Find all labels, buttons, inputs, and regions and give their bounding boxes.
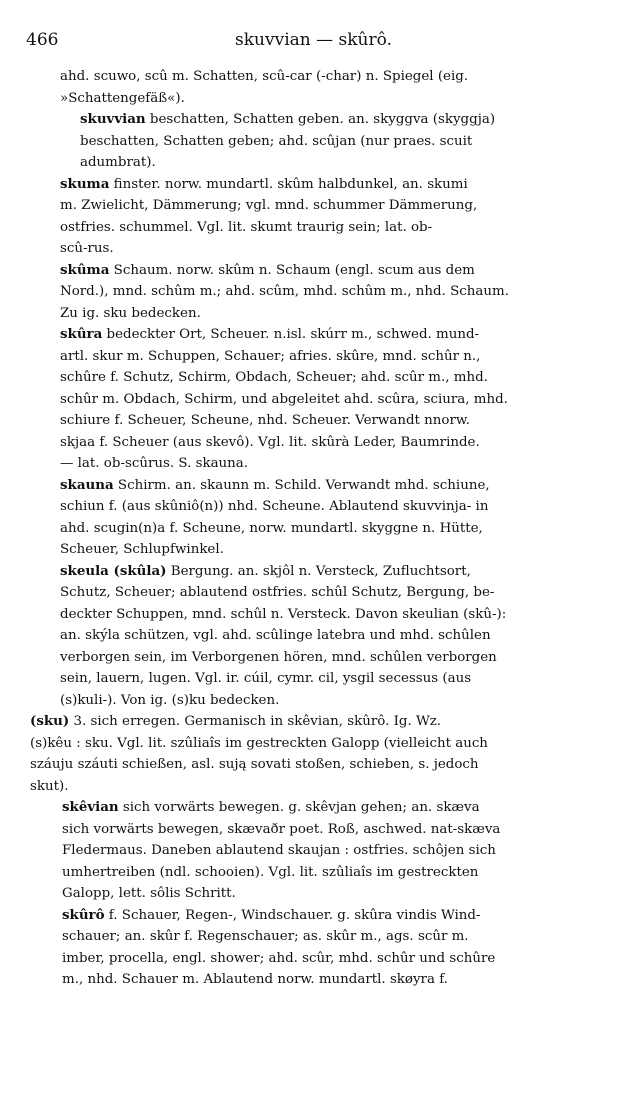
entry-text-line: [60, 195, 477, 217]
line-text: beschatten, Schatten geben. an. skyggva (skyggja): [145, 112, 496, 127]
entry-headword-line: [62, 797, 480, 819]
entry-text-line: [62, 948, 495, 970]
entry-headword-line: [60, 260, 475, 282]
entry-text-line: [60, 88, 185, 110]
line-text: Schutz, Scheuer; ablautend ostfries. schûl Schutz, Bergung, be-: [60, 585, 495, 600]
entry-text-line: [60, 690, 279, 712]
entry-text-line: [30, 733, 488, 755]
headword: skêvian: [62, 799, 119, 815]
line-text: 3. sich erregen. Germanisch in skêvian, skûrô. Ig. Wz.: [69, 714, 442, 729]
line-text: skjaa f. Scheuer (aus skevô). Vgl. lit. skûrà Leder, Baumrinde.: [60, 434, 480, 450]
entry-text-line: [60, 496, 488, 518]
line-text: ahd. scugin(n)a f. Scheune, norw. mundartl. skyggne n. Hütte,: [60, 520, 483, 536]
entry-headword-line: [80, 109, 495, 131]
line-text: schiure f. Scheuer, Scheune, nhd. Scheuer. Verwandt nnorw.: [60, 413, 471, 428]
line-text: Galopp, lett. sôlis Schritt.: [62, 886, 236, 901]
entry-text-line: [60, 346, 480, 368]
line-text: umhertreiben (ndl. schooien). Vgl. lit. szûliaîs im gestreckten: [62, 864, 479, 880]
entry-text-line: [60, 604, 506, 626]
line-text: bedeckter Ort, Scheuer. n.isl. skúrr m., schwed. mund-: [102, 327, 480, 342]
entry-headword-line: [60, 475, 490, 497]
line-text: schûre f. Schutz, Schirm, Obdach, Scheuer; ahd. scûr m., mhd.: [60, 370, 488, 385]
entry-text-line: [60, 367, 488, 389]
line-text: schûr m. Obdach, Schirm, und abgeleitet ahd. scûra, sciura, mhd.: [60, 391, 508, 407]
line-text: finster. norw. mundartl. skûm halbdunkel, an. skumi: [109, 176, 468, 192]
entry-text-line: [60, 647, 497, 669]
entry-text-line: [62, 883, 236, 905]
entry-text-line: [60, 238, 114, 260]
line-text: ostfries. schummel. Vgl. lit. skumt traurig sein; lat. ob-: [60, 219, 433, 235]
line-text: verborgen sein, im Verborgenen hören, mnd. schûlen verborgen: [60, 649, 497, 665]
entry-text-line: [60, 582, 494, 604]
line-text: beschatten, Schatten geben; ahd. scûjan (nur praes. scuit: [80, 133, 473, 149]
line-text: schiun f. (aus skûniô(n)) nhd. Scheune. Ablautend skuvvinja- in: [60, 499, 489, 514]
line-text: (s)kuli-). Von ig. (s)ku bedecken.: [60, 692, 280, 708]
entry-headword-line: [60, 174, 468, 196]
headword: skuma: [60, 175, 110, 192]
headword: skûrô: [62, 906, 105, 923]
line-text: adumbrat).: [80, 155, 156, 170]
entry-text-line: [30, 754, 479, 776]
line-text: schauer; an. skûr f. Regenschauer; as. skûr m., ags. scûr m.: [62, 929, 469, 944]
entry-headword-line: [30, 711, 441, 733]
entry-headword-line: [60, 324, 479, 346]
entry-text-line: [60, 453, 248, 475]
line-text: sich vorwärts bewegen, skævaðr poet. Roß, aschwed. nat-skæva: [62, 821, 501, 837]
entry-text-line: [62, 819, 500, 841]
headword: skuvvian: [80, 111, 146, 127]
headword: skeula (skûla): [60, 562, 167, 579]
entry-text-line: [60, 217, 432, 239]
line-text: Zu ig. sku bedecken.: [60, 305, 201, 321]
page-number: 466: [26, 30, 59, 50]
line-text: an. skýla schützen, vgl. ahd. scûlinge latebra und mhd. schûlen: [60, 628, 491, 643]
entry-text-line: [80, 152, 156, 174]
line-text: (s)kêu : sku. Vgl. lit. szûliaîs im gestreckten Galopp (vielleicht auch: [30, 735, 488, 751]
line-text: scû-rus.: [60, 241, 114, 256]
entry-text-line: [62, 969, 448, 991]
running-head: skuvvian — skûrô.: [235, 30, 392, 50]
line-text: — lat. ob-scûrus. S. skauna.: [60, 456, 249, 471]
line-text: Nord.), mnd. schûm m.; ahd. scûm, mhd. schûm m., nhd. Schaum.: [60, 284, 509, 299]
line-text: m. Zwielicht, Dämmerung; vgl. mnd. schummer Dämmerung,: [60, 198, 478, 213]
line-text: Fledermaus. Daneben ablautend skaujan : ostfries. schôjen sich: [62, 843, 496, 858]
entry-text-line: [60, 432, 480, 454]
line-text: »Schattengefäß«).: [60, 90, 185, 106]
line-text: f. Schauer, Regen-, Windschauer. g. skûra vindis Wind-: [104, 907, 481, 923]
headword: skûma: [60, 261, 110, 278]
line-text: sein, lauern, lugen. Vgl. ir. cúil, cymr. cil, ysgil secessus (aus: [60, 671, 472, 686]
entry-text-line: [60, 281, 509, 303]
line-text: artl. skur m. Schuppen, Schauer; afries. skûre, mnd. schûr n.,: [60, 348, 481, 364]
line-text: skut).: [30, 778, 69, 794]
line-text: imber, procella, engl. shower; ahd. scûr, mhd. schûr und schûre: [62, 950, 496, 966]
entry-text-line: [62, 926, 469, 948]
entry-text-line: [60, 625, 491, 647]
line-text: sich vorwärts bewegen. g. skêvjan gehen; an. skæva: [118, 800, 480, 815]
headword: (sku): [30, 713, 70, 729]
entry-headword-line: [60, 561, 471, 583]
line-text: deckter Schuppen, mnd. schûl n. Versteck. Davon skeulian (skû-):: [60, 606, 507, 622]
headword: skûra: [60, 326, 103, 342]
line-text: Scheuer, Schlupfwinkel.: [60, 542, 224, 557]
headword: skauna: [60, 476, 114, 493]
line-text: ahd. scuwo, scû m. Schatten, scû-car (-char) n. Spiegel (eig.: [60, 69, 469, 84]
entry-headword-line: [62, 905, 481, 927]
entry-text-line: [60, 668, 471, 690]
entry-text-line: [60, 410, 470, 432]
entry-text-line: [60, 539, 224, 561]
page-header: [26, 30, 601, 54]
line-text: Schaum. norw. skûm n. Schaum (engl. scum aus dem: [109, 262, 475, 278]
entry-text-line: [60, 66, 468, 88]
line-text: m., nhd. Schauer m. Ablautend norw. mundartl. skøyra f.: [62, 972, 448, 987]
entry-text-line: [30, 776, 68, 798]
line-text: száuju száuti schießen, asl. sują sovati stoßen, schieben, s. jedoch: [30, 757, 479, 772]
entry-text-line: [80, 131, 472, 153]
entry-text-line: [62, 862, 478, 884]
entry-text-line: [62, 840, 496, 862]
entry-text-line: [60, 303, 201, 325]
line-text: Bergung. an. skjôl n. Versteck, Zufluchtsort,: [166, 563, 471, 579]
entry-text-line: [60, 389, 508, 411]
line-text: Schirm. an. skaunn m. Schild. Verwandt mhd. schiune,: [113, 477, 490, 493]
entry-text-line: [60, 518, 483, 540]
